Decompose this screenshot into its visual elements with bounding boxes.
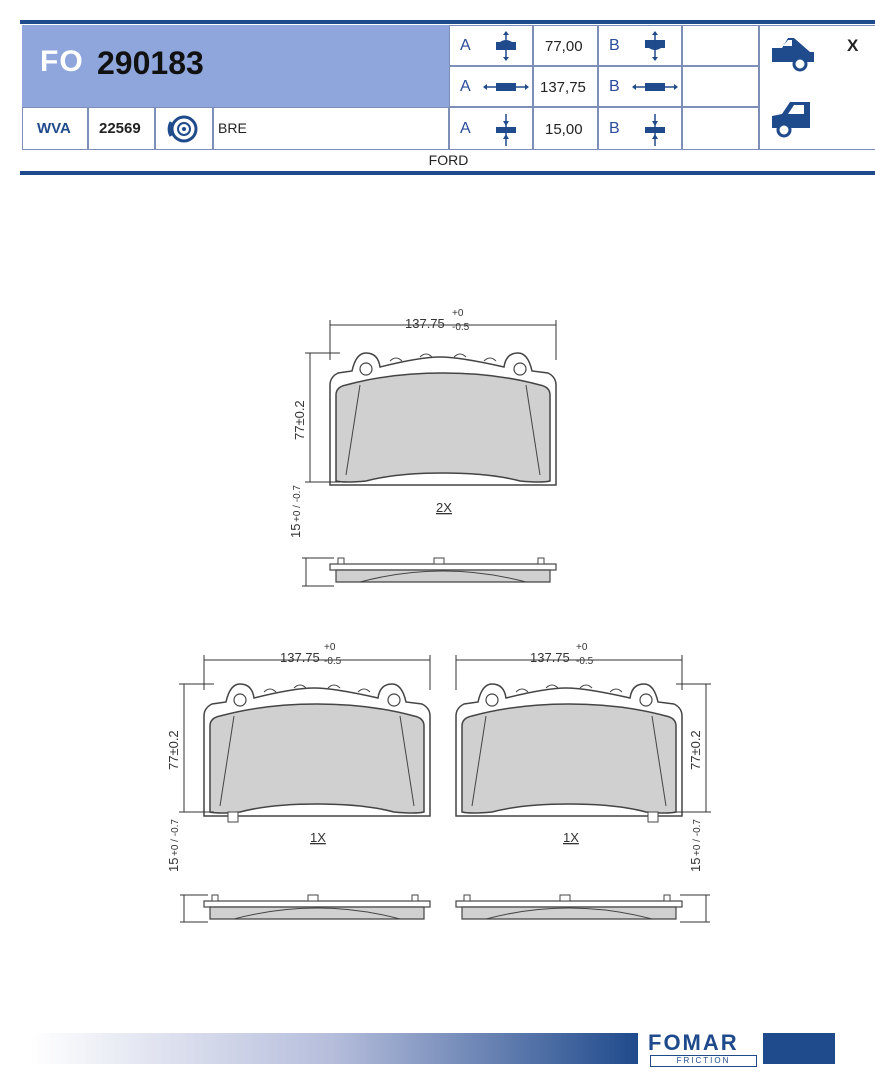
brand-prefix: FO xyxy=(40,45,84,78)
wva-label: WVA xyxy=(37,120,71,137)
pad-side-view-right xyxy=(456,895,682,919)
qty-left: 1X xyxy=(310,830,326,845)
width-tol-minus-right: -0.5 xyxy=(576,656,594,667)
footer-block xyxy=(763,1033,835,1064)
footer-gradient-bar xyxy=(30,1033,638,1064)
width-tol-plus: +0 xyxy=(452,308,464,319)
thickness-dim-text-left: 15 xyxy=(166,857,181,872)
width-dim-text-left: 137.75 xyxy=(280,650,320,665)
pad-side-view-top xyxy=(330,558,556,582)
thickness-value: 15,00 xyxy=(545,121,583,138)
wva-number: 22569 xyxy=(99,120,141,137)
height-dim-text: 77±0.2 xyxy=(292,400,307,440)
manufacturer-label: FORD xyxy=(428,152,469,168)
fomar-logo: FOMAR xyxy=(648,1030,739,1055)
qty-top: 2X xyxy=(436,500,452,515)
side-a-label: A xyxy=(460,78,471,95)
height-dim-text-right: 77±0.2 xyxy=(688,730,703,770)
height-dim-text-left: 77±0.2 xyxy=(166,730,181,770)
height-value: 77,00 xyxy=(545,38,583,55)
thickness-tol-right: +0 / -0.7 xyxy=(692,819,703,856)
side-a-label: A xyxy=(460,37,471,54)
side-b-label: B xyxy=(609,78,620,95)
thickness-tol-left: +0 / -0.7 xyxy=(170,819,181,856)
width-dim-text: 137.75 xyxy=(405,316,445,331)
front-axle-mark: X xyxy=(847,36,859,55)
pad-side-view-left xyxy=(204,895,430,919)
width-value: 137,75 xyxy=(540,79,586,96)
thickness-tol: +0 / -0.7 xyxy=(292,485,303,522)
pad-front-view-top xyxy=(330,353,556,485)
thickness-dim-text-right: 15 xyxy=(688,857,703,872)
pad-front-view-left xyxy=(204,684,430,816)
part-number: 290183 xyxy=(97,45,204,81)
qty-right: 1X xyxy=(563,830,579,845)
pad-front-view-right xyxy=(456,684,682,816)
side-b-label: B xyxy=(609,120,620,137)
system-label: BRE xyxy=(218,120,247,136)
width-tol-plus-left: +0 xyxy=(324,642,336,653)
fomar-logo-sub: FRICTION xyxy=(650,1055,757,1067)
side-b-label: B xyxy=(609,37,620,54)
thickness-dim-text: 15 xyxy=(288,523,303,538)
side-a-label: A xyxy=(460,120,471,137)
width-tol-plus-right: +0 xyxy=(576,642,588,653)
width-dim-text-right: 137.75 xyxy=(530,650,570,665)
width-tol-minus-left: -0.5 xyxy=(324,656,342,667)
width-tol-minus: -0.5 xyxy=(452,322,470,333)
